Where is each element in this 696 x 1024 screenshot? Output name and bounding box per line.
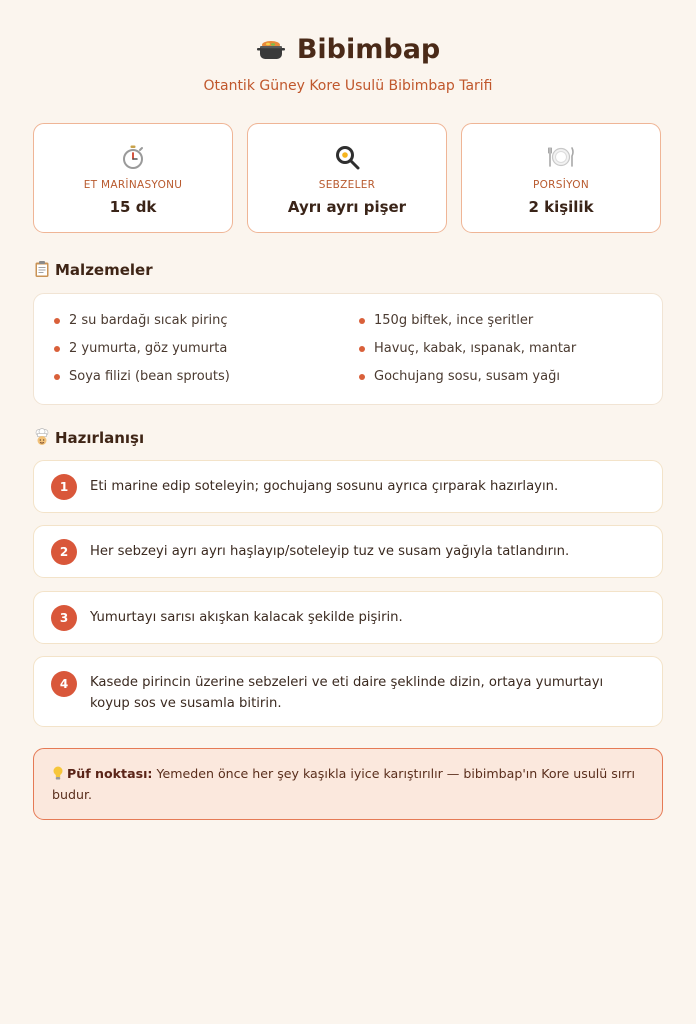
step-number: 3 xyxy=(51,605,77,631)
bullet-dot xyxy=(359,346,365,352)
ingredients-heading xyxy=(33,260,153,280)
tip-box xyxy=(33,748,663,820)
ingredient-text: Havuç, kabak, ıspanak, mantar xyxy=(374,341,577,356)
step-number: 2 xyxy=(51,539,77,565)
stat-value: 15 dk xyxy=(109,198,157,216)
step-card xyxy=(33,656,663,727)
bullet-dot xyxy=(359,374,365,380)
frying-pan-icon xyxy=(248,144,446,170)
step-text: Eti marine edip soteleyin; gochujang sosunu ayrıca çırparak hazırlayın. xyxy=(90,479,559,494)
bullet-dot xyxy=(359,318,365,324)
stat-card-vegetables xyxy=(247,123,447,233)
step-text: Her sebzeyi ayrı ayrı haşlayıp/soteleyip tuz ve susam yağıyla tatlandırın. xyxy=(90,544,570,559)
step-number: 1 xyxy=(51,474,77,500)
stat-card-marination xyxy=(33,123,233,233)
title-row xyxy=(0,34,696,74)
preparation-heading-text: Hazırlanışı xyxy=(55,429,145,447)
ingredient-text: Gochujang sosu, susam yağı xyxy=(374,369,560,384)
list-item xyxy=(54,312,334,330)
page-subtitle: Otantik Güney Kore Usulü Bibimbap Tarifi xyxy=(203,78,493,94)
stopwatch-icon xyxy=(34,144,232,170)
step-text: Kasede pirincin üzerine sebzeleri ve eti daire şeklinde dizin, ortaya yumurtayı koyup sos ve susamla bitirin. xyxy=(90,675,604,711)
tip-text: Yemeden önce her şey kaşıkla iyice karıştırılır — bibimbap'ın Kore usulü sırrı budur. xyxy=(52,766,635,802)
tip-content xyxy=(52,763,644,805)
step-number: 4 xyxy=(51,671,77,697)
ingredients-list xyxy=(33,293,663,405)
ingredient-text: 2 su bardağı sıcak pirinç xyxy=(69,313,228,328)
stat-value: 2 kişilik xyxy=(528,198,594,216)
clipboard-icon xyxy=(33,260,51,278)
ingredient-text: 150g biftek, ince şeritler xyxy=(374,313,534,328)
list-item xyxy=(359,312,649,330)
stat-label: PORSİYON xyxy=(532,179,589,191)
list-item xyxy=(54,340,334,358)
stat-cards xyxy=(33,123,663,235)
chef-icon xyxy=(33,428,51,446)
ingredients-heading-text: Malzemeler xyxy=(55,261,153,279)
page-title: Bibimbap xyxy=(296,34,441,65)
tip-label: Püf noktası: xyxy=(67,766,153,781)
bullet-dot xyxy=(54,374,60,380)
step-text: Yumurtayı sarısı akışkan kalacak şekilde pişirin. xyxy=(90,610,403,625)
bullet-dot xyxy=(54,318,60,324)
step-card xyxy=(33,525,663,578)
stat-value: Ayrı ayrı pişer xyxy=(287,198,407,216)
stat-card-portion xyxy=(461,123,661,233)
stat-label: ET MARİNASYONU xyxy=(83,179,183,191)
list-item xyxy=(359,340,649,358)
ingredient-text: 2 yumurta, göz yumurta xyxy=(69,341,228,356)
light-bulb-icon xyxy=(52,766,64,780)
step-card xyxy=(33,591,663,644)
list-item xyxy=(54,368,334,386)
ingredient-text: Soya filizi (bean sprouts) xyxy=(69,369,230,384)
step-card xyxy=(33,460,663,513)
bullet-dot xyxy=(54,346,60,352)
plate-cutlery-icon xyxy=(462,144,660,170)
list-item xyxy=(359,368,649,386)
cooking-pot-icon xyxy=(256,35,286,65)
preparation-heading xyxy=(33,428,144,448)
stat-label: SEBZELER xyxy=(318,179,376,191)
